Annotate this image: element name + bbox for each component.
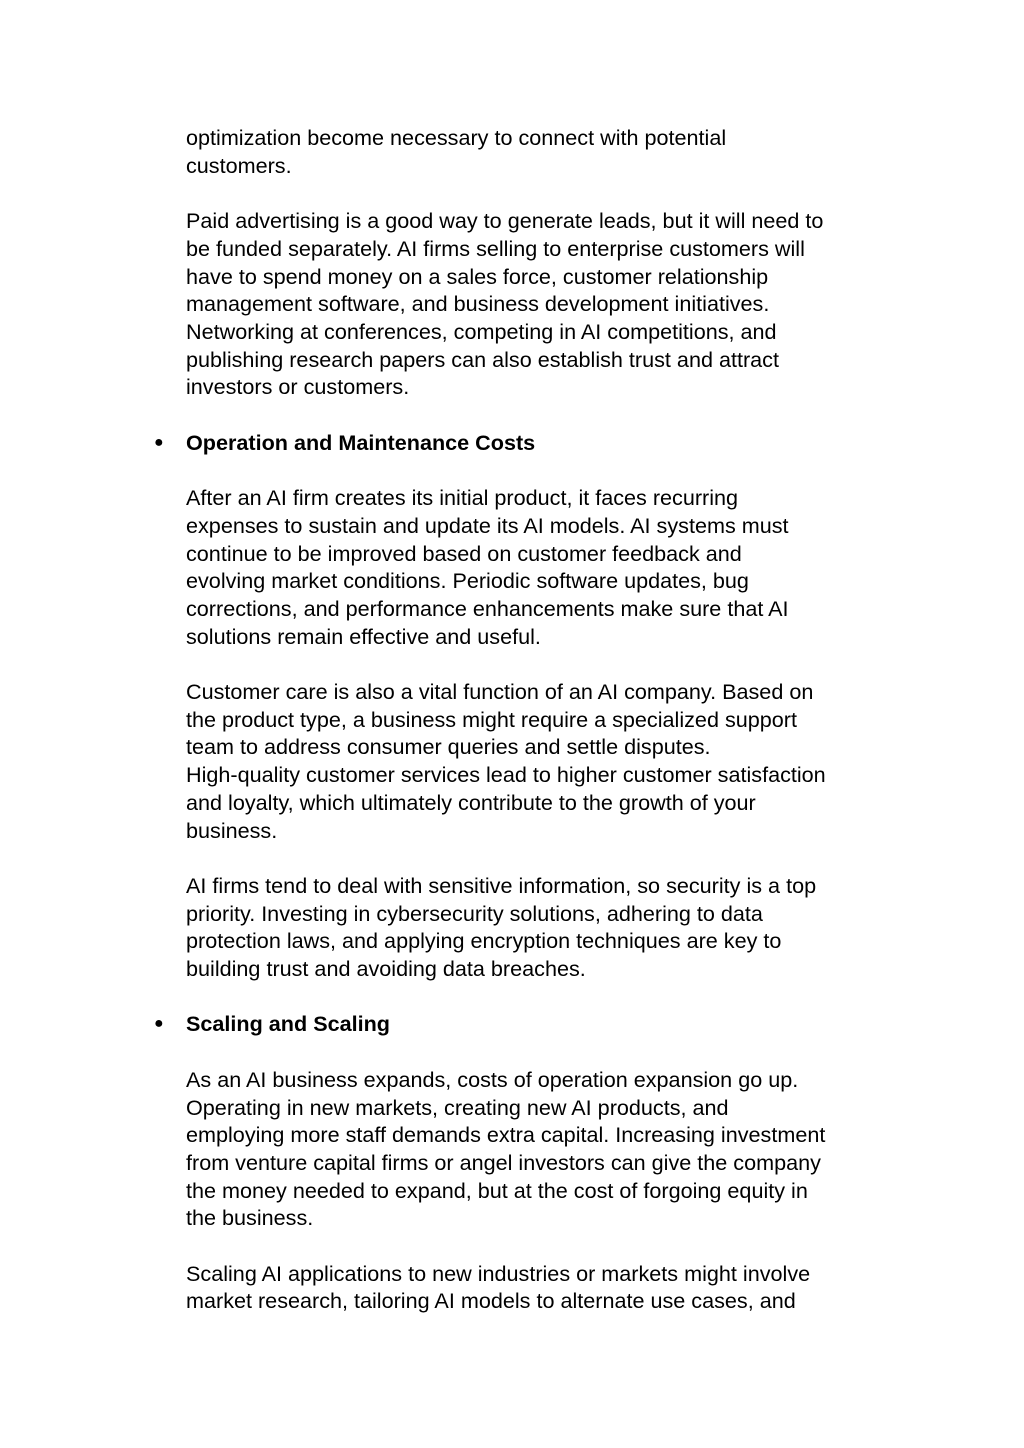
text-line: continue to be improved based on customer feedback and bbox=[186, 540, 742, 566]
bullet-icon: ● bbox=[154, 433, 164, 451]
text-line: evolving market conditions. Periodic software updates, bug bbox=[186, 568, 749, 594]
bullet-icon: ● bbox=[154, 1015, 164, 1033]
section-heading bbox=[154, 429, 906, 457]
paragraph bbox=[186, 872, 906, 983]
text-line: AI firms tend to deal with sensitive information, so security is a top bbox=[186, 872, 817, 898]
section-heading bbox=[154, 1010, 906, 1038]
text-line: Paid advertising is a good way to generate leads, but it will need to bbox=[186, 208, 824, 234]
text-line: Operating in new markets, creating new AI products, and bbox=[186, 1094, 729, 1120]
text-line: corrections, and performance enhancements make sure that AI bbox=[186, 595, 789, 621]
text-line: publishing research papers can also establish trust and attract bbox=[186, 346, 779, 372]
text-line: As an AI business expands, costs of operation expansion go up. bbox=[186, 1066, 799, 1092]
paragraph bbox=[186, 207, 906, 401]
text-line: be funded separately. AI firms selling to enterprise customers will bbox=[186, 235, 805, 261]
text-line: employing more staff demands extra capital. Increasing investment bbox=[186, 1122, 826, 1148]
text-line: market research, tailoring AI models to alternate use cases, and bbox=[186, 1288, 796, 1314]
text-line: the product type, a business might require a specialized support bbox=[186, 706, 797, 732]
paragraph bbox=[186, 484, 906, 650]
text-line: the business. bbox=[186, 1205, 314, 1231]
text-line: priority. Investing in cybersecurity solutions, adhering to data bbox=[186, 900, 763, 926]
text-line: After an AI firm creates its initial product, it faces recurring bbox=[186, 485, 739, 511]
paragraph bbox=[186, 1260, 906, 1315]
text-line: management software, and business development initiatives. bbox=[186, 291, 770, 317]
text-line: Networking at conferences, competing in AI competitions, and bbox=[186, 318, 777, 344]
text-line: building trust and avoiding data breaches. bbox=[186, 956, 586, 982]
text-line: investors or customers. bbox=[186, 374, 410, 400]
text-line: the money needed to expand, but at the cost of forgoing equity in bbox=[186, 1177, 808, 1203]
text-line: Customer care is also a vital function of an AI company. Based on bbox=[186, 679, 814, 704]
section-heading-text: Scaling and Scaling bbox=[186, 1011, 390, 1037]
paragraph bbox=[186, 1066, 906, 1232]
section-heading-text: Operation and Maintenance Costs bbox=[186, 429, 536, 455]
paragraph bbox=[186, 124, 906, 179]
text-line: Scaling AI applications to new industries or markets might involve bbox=[186, 1260, 811, 1286]
text-line: team to address consumer queries and settle disputes. bbox=[186, 734, 711, 760]
text-line: have to spend money on a sales force, customer relationship bbox=[186, 263, 769, 289]
text-line: optimization become necessary to connect with potential bbox=[186, 125, 727, 150]
paragraph bbox=[186, 678, 906, 844]
document-body bbox=[154, 124, 906, 1343]
text-line: business. bbox=[186, 817, 278, 843]
text-line: customers. bbox=[186, 152, 292, 178]
text-line: solutions remain effective and useful. bbox=[186, 623, 541, 649]
text-line: from venture capital firms or angel investors can give the company bbox=[186, 1149, 821, 1175]
text-line: protection laws, and applying encryption techniques are key to bbox=[186, 928, 782, 954]
text-line: expenses to sustain and update its AI models. AI systems must bbox=[186, 512, 789, 538]
text-line: and loyalty, which ultimately contribute to the growth of your bbox=[186, 789, 756, 815]
text-line: High-quality customer services lead to higher customer satisfaction bbox=[186, 762, 826, 788]
